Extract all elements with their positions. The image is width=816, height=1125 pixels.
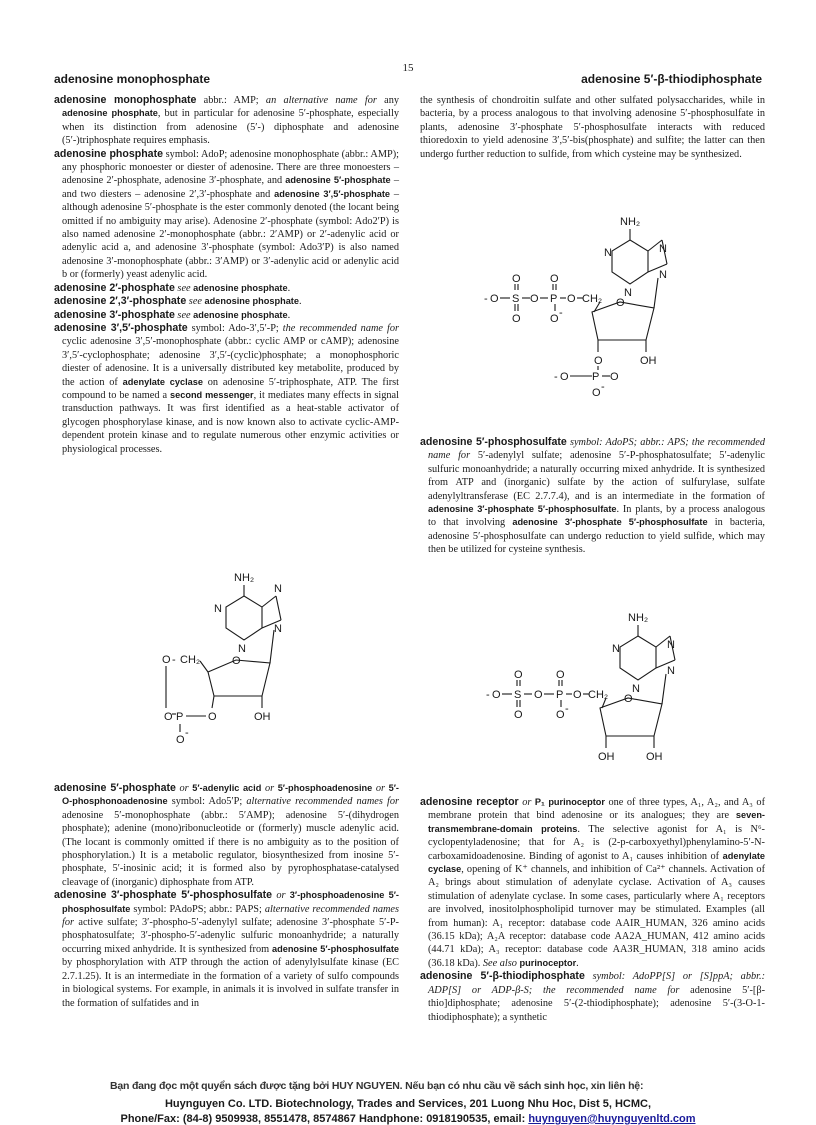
atom-label: O (512, 313, 521, 325)
entry-text: , it mediates many effects in signal transduction pathways. It was first identified as a heat-stable activator of glycogen phosphorylase kinase, and is now known also to activate cyclic-AMP-dependent protein kinase and to regulate numerous other enzymic activities or physiological processes. (62, 389, 399, 455)
cross-reference: adenylate cyclase (122, 376, 203, 387)
entry-text: symbol: AdoPP[S] or [S]ppA; abbr.: ADP[S] or ADP-β-S; (428, 971, 765, 996)
cross-reference: adenosine 5′-phosphate (285, 175, 391, 186)
atom-label: O (176, 734, 185, 746)
atom-label: OH (646, 751, 663, 763)
entry-text: or (261, 783, 278, 794)
atom-label: P (592, 371, 600, 383)
entry-text: 5′-adenylyl sulfate; adenosine 5′-P-phosphatosulfate; 5′-adenylic sulfuric monoanhydride; a naturally occurring mixed anhydride. It is synthesized from ATP and (inorganic) sulfate by the action of sulfurylase, sulfate adenylyltransferase (EC 2.7.7.4), and is an intermediate in the formation of (428, 450, 765, 502)
atom-label: N (274, 623, 282, 635)
entry-text: active sulfate; 3′-phospho-5′-adenylyl sulfate; adenosine 3′-phosphate 5′-P-phosphatosulfate; 3′-phospho-5′-adenylic sulfuric monoanhydride; a naturally occurring mixed anhydride. It is synthesized from (62, 917, 399, 955)
entry-text: the recommended name for (542, 984, 680, 996)
cross-reference: 5′-O-phosphonoadenosine (62, 783, 399, 807)
entry-text: – and two diesters – adenosine 2′,3′-phosphate and (62, 175, 399, 200)
entry-text: . In plants, by a process analogous to that involving (428, 504, 765, 529)
entry-text: symbol: Ado5′P; (167, 796, 247, 808)
atom-label: N (238, 643, 246, 655)
entry-text: symbol: PAdoPS; abbr.: PAPS; (130, 903, 265, 915)
atom-label: O (208, 711, 217, 723)
cross-reference: adenosine 5′-phosphosulfate (271, 943, 400, 954)
atom-label: O (512, 273, 521, 285)
entry-text: on adenosine 5′-triphosphate, ATP. The first compound to be named a (62, 376, 399, 401)
atom-label: - (185, 727, 189, 739)
atom-label: NH₂ (234, 572, 255, 584)
footer-phone: Phone/Fax: (84-8) 9509938, 8551478, 8574867 Handphone: 0918190535, email: (120, 1113, 529, 1125)
page-number: 15 (402, 62, 414, 74)
entry-text: or (518, 797, 535, 808)
left-column-top (54, 94, 399, 456)
entry-text: . The selective agonist for A₁ is N⁶-cyclopentyladenosine; that for A₂ is (2-p-carboxyethyl)phenylamino-5′-N-carboxamidoadenosine. Binding of agonist to A₁ causes inhibition of (428, 823, 765, 862)
entry-text: alternative recommended names for (246, 796, 399, 808)
atom-label: - (554, 371, 558, 383)
entry-text: the synthesis of chondroitin sulfate and other sulfated polysaccharides, while in bacteria, by a process analogous to that involving adenosine 5′-phosphosulfate in plants, adenosine 3′-phosphate 5′-phosphosulfate interacts with reduced thioredoxin to yield adenosine 3′,5′-bis(phosphate) and sulfite; the latter can then undergo further reduction to sulfide, from which cysteine may be synthesized. (420, 95, 765, 160)
cross-reference: adenosine phosphate (204, 296, 299, 307)
entry-text: symbol: AdoPS; abbr.: APS; (566, 437, 692, 448)
structure-aps (478, 608, 698, 768)
entry-text: in bacteria, adenosine 5′-phosphosulfate can undergo reduction to yield sulfide, which may then be utilized for cysteine synthesis. (428, 517, 766, 556)
entry-adenosine-5-phosphosulfate (420, 436, 765, 557)
atom-label: - (486, 689, 490, 701)
entry-text: see (186, 296, 205, 308)
entry-text: , but in particular for adenosine 5′-phosphate, especially when its distinction from adenosine (5′-) diphosphate and adenosine (5′-)triphosphate requires emphasis. (62, 108, 399, 147)
structure-paps (470, 212, 710, 397)
right-column-top (420, 94, 765, 161)
entry-text: an alternative name for (265, 95, 377, 106)
atom-label: NH₂ (620, 216, 641, 228)
headword: adenosine 5′-phosphosulfate (420, 436, 567, 448)
headword: adenosine phosphate (54, 147, 163, 160)
entry-adenosine-23-phosphate (54, 295, 399, 308)
atom-label: O (556, 669, 565, 681)
atom-label: O (550, 313, 559, 325)
entry-adenosine-2-phosphate (54, 282, 399, 295)
right-column-middle (420, 436, 765, 557)
atom-label: N (274, 583, 282, 595)
atom-label: O (610, 371, 619, 383)
atom-label: N (214, 603, 222, 615)
cross-reference: P₁ purinoceptor (534, 797, 605, 807)
cross-reference: second messenger (170, 389, 254, 400)
entry-text: or (272, 890, 290, 902)
atom-label: OH (598, 751, 615, 763)
headword: adenosine 3′-phosphate 5′-phosphosulfate (54, 889, 273, 902)
atom-label: CH₂ (582, 293, 603, 305)
atom-label: O (162, 654, 171, 666)
atom-label: N (667, 639, 675, 651)
entry-adenosine-phosphate (54, 148, 399, 282)
atom-label: CH₂ (588, 689, 609, 701)
atom-label: S (512, 293, 520, 305)
headword: adenosine 5′-phosphate (54, 782, 176, 794)
cross-reference: purinoceptor (519, 957, 577, 968)
atom-label: N (624, 287, 632, 299)
atom-label: O (567, 293, 576, 305)
entry-text: one of three types, A₁, A₂, and A₃ of membrane protein that bind adenosine or its analogues; they are (428, 797, 765, 822)
entry-text: adenosine 5′-[β-thio]diphosphate; adenosine 5′-(2-thiodiphosphate); adenosine 5′-(3-O-1-thiodiphosphate); a synthetic (428, 984, 765, 1023)
entry-text: the recommended name for (282, 322, 399, 334)
atom-label: P (550, 293, 558, 305)
entry-text: See also (482, 957, 517, 969)
entry-text: symbol: AdoP; adenosine monophosphate (abbr.: AMP); any phosphoric monoester or diester of adenosine. There are three monoesters – adenosine 2′-phosphate, adenosine 3′-phosphate, and (62, 148, 399, 187)
entry-text: – although adenosine 5′-phosphate is the ester commonly denoted (the locant being omitted if no ambiguity may arise). Adenosine 2′-phosphate (symbol: Ado2′P) is also named adenosine 2′-monophosphate (abbr.: 2′AMP) or 2′-adenylic acid or adenylic acid a, and adenosine 3′-phosphate (symbol: Ado3′P) is also named adenosine 3′-monophosphate (abbr.: 3′AMP) or 3′-adenylic acid or adenylic acid b or (formerly) yeast adenylic acid. (62, 188, 399, 281)
entry-text: . (298, 296, 302, 308)
atom-label: NH₂ (628, 612, 649, 624)
atom-label: - (601, 381, 605, 393)
entry-text: alternative recommended names for (62, 903, 400, 929)
atom-label: S (514, 689, 522, 701)
entry-adenosine-monophosphate (54, 94, 399, 148)
atom-label: N (659, 269, 667, 281)
cross-reference: 3′-phosphoadenosine 5′-phosphosulfate (62, 890, 399, 914)
entry-text: . (287, 309, 291, 321)
atom-label: P (556, 689, 564, 701)
atom-label: O (492, 689, 501, 701)
cross-reference: adenosine phosphate (62, 108, 158, 119)
entry-text: see (174, 282, 194, 294)
entry-adenosine-35-phosphate (54, 322, 399, 456)
atom-label: O (530, 293, 539, 305)
footer-company: Huynguyen Co. LTD. Biotechnology, Trades and Services, 201 Luong Nhu Hoc, Dist 5, HCMC, (164, 1098, 652, 1110)
atom-label: O (164, 711, 173, 723)
entry-paps (54, 889, 399, 1010)
atom-label: N (632, 683, 640, 695)
cross-reference: adenosine 3′,5′-phosphate (274, 188, 391, 199)
entry-text: any (376, 95, 400, 106)
atom-label: - (559, 307, 563, 319)
atom-label: O (534, 689, 543, 701)
footer-contact (0, 1113, 816, 1125)
atom-label: O (514, 669, 523, 681)
left-running-head: adenosine monophosphate (54, 72, 211, 86)
cross-reference: adenosine phosphate (193, 309, 288, 320)
cross-reference: 5′-adenylic acid (192, 783, 262, 793)
atom-label: OH (254, 711, 271, 723)
entry-text: cyclic adenosine 3′,5′-monophosphate (abbr.: cyclic AMP or cAMP); adenosine 3′,5′-cyclophosphate; adenosine 3′,5′-(cyclic)phosphate; a monophosphoric diester of adenosine. It is a universally distributed key metabolite, produced by the action of (62, 336, 399, 388)
cross-reference: adenylate cyclase (428, 850, 765, 875)
entry-adenosine-5-phosphate (54, 782, 399, 889)
atom-label: O (592, 387, 601, 397)
entry-text: , opening of K⁺ channels, and inhibition of Ca²⁺ channels. Activation of A₂ brings about stimulation of adenylate cyclase. Activation of A₃ causes stimulation of adenylate cyclase. In some cases, particularly where A₁ receptors are involved, inositolphospholipid turnover may be stimulated. Examples (all from human): A₁ receptor: database code AAIR_HUMAN, 326 amino acids (36.15 kDa); A₂A receptor: database code AA2A_HUMAN, 412 amino acids (44.71 kDa); A₃ receptor: database code AA3R_HUMAN, 318 amino acids (36.18 kDa). (428, 864, 765, 969)
cross-reference: adenosine phosphate (193, 282, 288, 293)
entry-paps-continuation (420, 94, 765, 161)
atom-label: N (604, 247, 612, 259)
atom-label: O (490, 293, 499, 305)
right-column-bottom (420, 796, 765, 1024)
entry-text: by phosphorylation with ATP through the action of adenylylsulfate kinase (EC 2.7.1.25). It is an intermediate in the formation of a variety of sulfo compounds in biological systems. For example, in animals it is involved in sulfate transfer in the formation of sulfatides and in (62, 957, 399, 1009)
headword: adenosine 3′-phosphate (54, 308, 175, 321)
atom-label: O (616, 297, 625, 309)
entry-adenosine-receptor (420, 796, 765, 970)
atom-label: CH₂ (180, 654, 201, 666)
entry-adenosine-5-beta-thiodiphosphate (420, 970, 765, 1024)
entry-text: or (372, 783, 389, 794)
entry-text: abbr.: AMP; (196, 95, 266, 106)
atom-label: N (612, 643, 620, 655)
atom-label: O (556, 709, 565, 721)
atom-label: O (594, 355, 603, 367)
atom-label: N (667, 665, 675, 677)
footer-email-link[interactable]: huynguyen@huynguyenltd.com (528, 1113, 696, 1125)
cross-reference: 5′-phosphoadenosine (277, 783, 373, 793)
entry-text: see (174, 309, 194, 321)
left-column-bottom (54, 782, 399, 1010)
atom-label: N (659, 243, 667, 255)
entry-text: . (287, 282, 291, 294)
atom-label: O (550, 273, 559, 285)
headword: adenosine 2′,3′-phosphate (54, 295, 187, 308)
atom-label: - (565, 703, 569, 715)
entry-adenosine-3-phosphate (54, 309, 399, 322)
atom-label: O (624, 693, 633, 705)
entry-text: . (576, 957, 579, 969)
entry-text: adenosine 5′-monophosphate (abbr.: 5′AMP); adenosine 5′-(dihydrogen phosphate); adenine (mono)ribonucleotide or (formerly) muscle adenylic acid. (The locant is commonly omitted if there is no ambiguity as to the position of phosphorylation.) It is a metabolic regulator, biosynthesized from inosine 5′-phosphate, 5′-inosinic acid; it is formed also by pyrophosphatase-catalysed cleavage of (inorganic) diphosphate from ATP. (62, 809, 399, 888)
headword: adenosine 5′-β-thiodiphosphate (420, 970, 585, 983)
entry-text: or (175, 783, 193, 794)
headword: adenosine 2′-phosphate (54, 281, 175, 294)
headword: adenosine receptor (420, 796, 519, 808)
entry-text: symbol: Ado-3′,5′-P; (187, 322, 283, 334)
entry-text: the recommended name for (428, 437, 765, 462)
headword: adenosine 3′,5′-phosphate (54, 321, 188, 334)
atom-label: O (560, 371, 569, 383)
structure-cyclic-amp (150, 568, 330, 750)
cross-reference: adenosine 3′-phosphate 5′-phosphosulfate (512, 517, 708, 528)
atom-label: P (176, 711, 184, 723)
atom-label: O (232, 655, 241, 667)
atom-label: - (484, 293, 488, 305)
atom-label: O (514, 709, 523, 721)
headword: adenosine monophosphate (54, 94, 197, 106)
watermark-notice: Bạn đang đọc một quyển sách được tặng bởi HUY NGUYEN. Nếu bạn có nhu cầu về sách sinh học, xin liên hệ: (110, 1080, 644, 1092)
atom-label: - (172, 654, 176, 666)
cross-reference: adenosine 3′-phosphate 5′-phosphosulfate (428, 504, 617, 515)
right-running-head: adenosine 5′-β-thiodiphosphate (581, 72, 762, 86)
atom-label: O (573, 689, 582, 701)
cross-reference: seven-transmembrane-domain proteins (428, 810, 765, 834)
atom-label: OH (640, 355, 657, 367)
